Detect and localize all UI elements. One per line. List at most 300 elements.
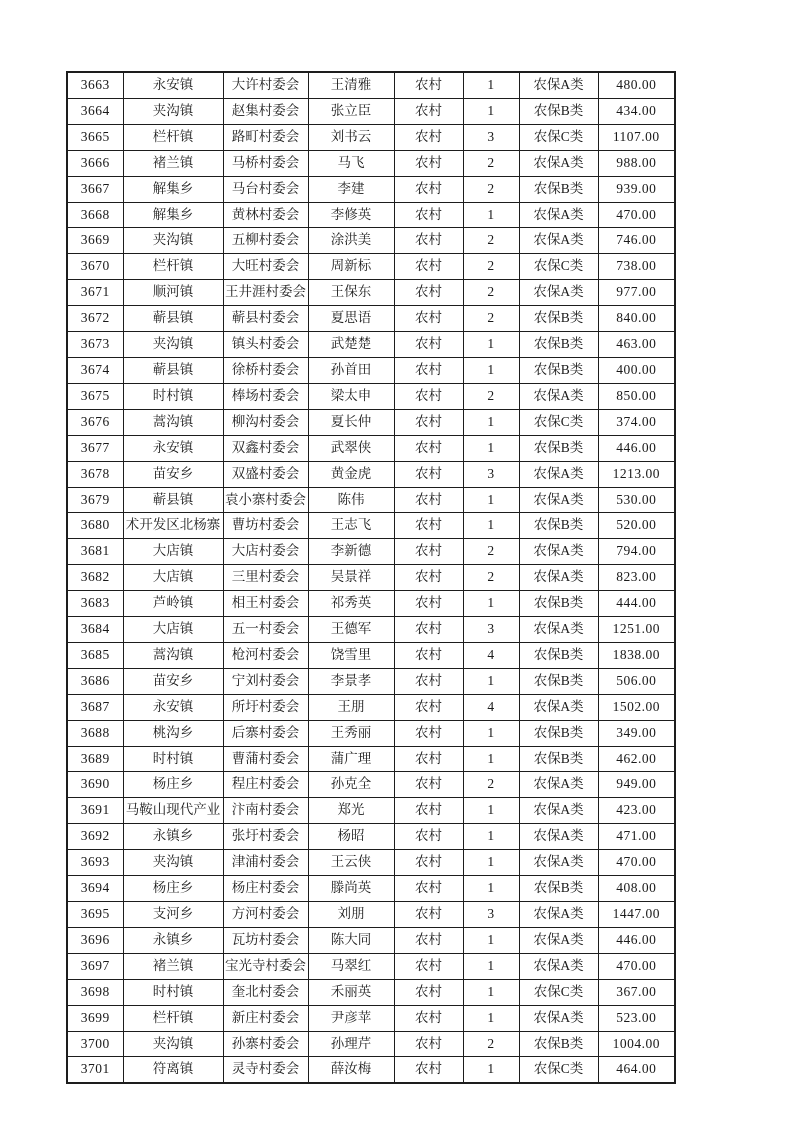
cell-insurance-category: 农保A类	[519, 487, 598, 513]
cell-village-committee: 镇头村委会	[223, 332, 308, 358]
cell-amount: 462.00	[598, 746, 675, 772]
cell-serial-number: 3693	[67, 850, 123, 876]
cell-person-name: 祁秀英	[308, 591, 394, 617]
cell-insurance-category: 农保B类	[519, 357, 598, 383]
cell-residence-type: 农村	[394, 902, 463, 928]
cell-serial-number: 3699	[67, 1005, 123, 1031]
cell-person-name: 梁太申	[308, 383, 394, 409]
cell-village-committee: 所圩村委会	[223, 694, 308, 720]
cell-amount: 1838.00	[598, 642, 675, 668]
cell-amount: 1251.00	[598, 617, 675, 643]
cell-town: 夹沟镇	[123, 1031, 223, 1057]
cell-insurance-category: 农保A类	[519, 927, 598, 953]
cell-insurance-category: 农保C类	[519, 124, 598, 150]
cell-serial-number: 3697	[67, 953, 123, 979]
cell-household-count: 1	[463, 876, 519, 902]
table-row	[67, 1031, 675, 1057]
cell-insurance-category: 农保A类	[519, 383, 598, 409]
cell-insurance-category: 农保A类	[519, 539, 598, 565]
cell-residence-type: 农村	[394, 228, 463, 254]
cell-amount: 423.00	[598, 798, 675, 824]
cell-amount: 446.00	[598, 435, 675, 461]
cell-village-committee: 张圩村委会	[223, 824, 308, 850]
cell-village-committee: 蕲县村委会	[223, 306, 308, 332]
cell-person-name: 李景孝	[308, 668, 394, 694]
cell-village-committee: 马桥村委会	[223, 150, 308, 176]
cell-town: 杨庄乡	[123, 772, 223, 798]
cell-town: 永安镇	[123, 435, 223, 461]
cell-insurance-category: 农保A类	[519, 902, 598, 928]
cell-household-count: 3	[463, 461, 519, 487]
cell-town: 夹沟镇	[123, 98, 223, 124]
cell-serial-number: 3680	[67, 513, 123, 539]
table-row	[67, 124, 675, 150]
cell-town: 时村镇	[123, 383, 223, 409]
cell-town: 夹沟镇	[123, 850, 223, 876]
cell-town: 大店镇	[123, 539, 223, 565]
cell-residence-type: 农村	[394, 306, 463, 332]
cell-amount: 988.00	[598, 150, 675, 176]
cell-residence-type: 农村	[394, 979, 463, 1005]
cell-amount: 840.00	[598, 306, 675, 332]
cell-residence-type: 农村	[394, 850, 463, 876]
cell-village-committee: 灵寺村委会	[223, 1057, 308, 1083]
table-row	[67, 1057, 675, 1083]
cell-amount: 471.00	[598, 824, 675, 850]
table-row	[67, 850, 675, 876]
cell-insurance-category: 农保B类	[519, 642, 598, 668]
cell-town: 芦岭镇	[123, 591, 223, 617]
cell-serial-number: 3684	[67, 617, 123, 643]
cell-village-committee: 瓦坊村委会	[223, 927, 308, 953]
cell-insurance-category: 农保B类	[519, 1031, 598, 1057]
cell-town: 顺河镇	[123, 280, 223, 306]
cell-amount: 1502.00	[598, 694, 675, 720]
cell-village-committee: 柳沟村委会	[223, 409, 308, 435]
cell-amount: 506.00	[598, 668, 675, 694]
cell-serial-number: 3664	[67, 98, 123, 124]
cell-serial-number: 3692	[67, 824, 123, 850]
cell-household-count: 1	[463, 668, 519, 694]
cell-person-name: 王秀丽	[308, 720, 394, 746]
cell-insurance-category: 农保A类	[519, 850, 598, 876]
cell-residence-type: 农村	[394, 487, 463, 513]
cell-serial-number: 3672	[67, 306, 123, 332]
cell-village-committee: 黄林村委会	[223, 202, 308, 228]
cell-residence-type: 农村	[394, 461, 463, 487]
cell-person-name: 禾丽英	[308, 979, 394, 1005]
cell-serial-number: 3673	[67, 332, 123, 358]
cell-insurance-category: 农保B类	[519, 746, 598, 772]
cell-person-name: 马飞	[308, 150, 394, 176]
cell-residence-type: 农村	[394, 1031, 463, 1057]
cell-insurance-category: 农保A类	[519, 72, 598, 98]
table-row	[67, 694, 675, 720]
cell-insurance-category: 农保B类	[519, 98, 598, 124]
cell-person-name: 王德军	[308, 617, 394, 643]
cell-person-name: 陈大同	[308, 927, 394, 953]
cell-serial-number: 3690	[67, 772, 123, 798]
cell-residence-type: 农村	[394, 72, 463, 98]
cell-household-count: 1	[463, 591, 519, 617]
cell-insurance-category: 农保C类	[519, 254, 598, 280]
cell-village-committee: 大许村委会	[223, 72, 308, 98]
cell-town: 栏杆镇	[123, 254, 223, 280]
cell-person-name: 吴景祥	[308, 565, 394, 591]
cell-person-name: 尹彦苹	[308, 1005, 394, 1031]
cell-amount: 470.00	[598, 850, 675, 876]
table-row	[67, 228, 675, 254]
cell-insurance-category: 农保B类	[519, 435, 598, 461]
table-row	[67, 539, 675, 565]
cell-serial-number: 3665	[67, 124, 123, 150]
cell-person-name: 郑光	[308, 798, 394, 824]
cell-person-name: 薛汝梅	[308, 1057, 394, 1083]
cell-residence-type: 农村	[394, 332, 463, 358]
cell-residence-type: 农村	[394, 798, 463, 824]
table-row	[67, 383, 675, 409]
cell-household-count: 4	[463, 642, 519, 668]
cell-village-committee: 曹蒲村委会	[223, 746, 308, 772]
cell-amount: 1447.00	[598, 902, 675, 928]
cell-town: 永镇乡	[123, 927, 223, 953]
cell-household-count: 1	[463, 1057, 519, 1083]
table-row	[67, 461, 675, 487]
cell-residence-type: 农村	[394, 953, 463, 979]
cell-serial-number: 3685	[67, 642, 123, 668]
cell-amount: 446.00	[598, 927, 675, 953]
cell-serial-number: 3695	[67, 902, 123, 928]
cell-person-name: 夏思语	[308, 306, 394, 332]
cell-household-count: 1	[463, 435, 519, 461]
cell-amount: 464.00	[598, 1057, 675, 1083]
cell-amount: 367.00	[598, 979, 675, 1005]
table-row	[67, 332, 675, 358]
cell-insurance-category: 农保B类	[519, 306, 598, 332]
cell-household-count: 1	[463, 824, 519, 850]
cell-serial-number: 3682	[67, 565, 123, 591]
cell-serial-number: 3694	[67, 876, 123, 902]
cell-person-name: 黄金虎	[308, 461, 394, 487]
cell-insurance-category: 农保A类	[519, 1005, 598, 1031]
cell-insurance-category: 农保B类	[519, 332, 598, 358]
table-row	[67, 176, 675, 202]
cell-household-count: 2	[463, 228, 519, 254]
cell-household-count: 1	[463, 746, 519, 772]
cell-town: 栏杆镇	[123, 124, 223, 150]
cell-serial-number: 3689	[67, 746, 123, 772]
cell-residence-type: 农村	[394, 150, 463, 176]
cell-person-name: 王保东	[308, 280, 394, 306]
cell-insurance-category: 农保A类	[519, 228, 598, 254]
cell-household-count: 2	[463, 176, 519, 202]
cell-household-count: 3	[463, 617, 519, 643]
cell-residence-type: 农村	[394, 720, 463, 746]
cell-amount: 374.00	[598, 409, 675, 435]
cell-village-committee: 徐桥村委会	[223, 357, 308, 383]
cell-residence-type: 农村	[394, 694, 463, 720]
cell-town: 蒿沟镇	[123, 409, 223, 435]
cell-residence-type: 农村	[394, 435, 463, 461]
cell-person-name: 王清雅	[308, 72, 394, 98]
cell-amount: 434.00	[598, 98, 675, 124]
cell-serial-number: 3663	[67, 72, 123, 98]
cell-town: 时村镇	[123, 746, 223, 772]
cell-person-name: 刘朋	[308, 902, 394, 928]
cell-town: 术开发区北杨寨	[123, 513, 223, 539]
cell-village-committee: 五一村委会	[223, 617, 308, 643]
cell-town: 大店镇	[123, 565, 223, 591]
table-row	[67, 357, 675, 383]
cell-amount: 520.00	[598, 513, 675, 539]
cell-household-count: 1	[463, 798, 519, 824]
cell-town: 苗安乡	[123, 668, 223, 694]
cell-person-name: 李建	[308, 176, 394, 202]
cell-village-committee: 后寨村委会	[223, 720, 308, 746]
cell-serial-number: 3698	[67, 979, 123, 1005]
cell-serial-number: 3700	[67, 1031, 123, 1057]
cell-serial-number: 3701	[67, 1057, 123, 1083]
cell-household-count: 2	[463, 306, 519, 332]
cell-insurance-category: 农保A类	[519, 772, 598, 798]
table-row	[67, 254, 675, 280]
cell-village-committee: 马台村委会	[223, 176, 308, 202]
cell-insurance-category: 农保B类	[519, 591, 598, 617]
table-row	[67, 824, 675, 850]
cell-town: 苗安乡	[123, 461, 223, 487]
table-row	[67, 409, 675, 435]
cell-person-name: 滕尚英	[308, 876, 394, 902]
cell-person-name: 张立臣	[308, 98, 394, 124]
cell-insurance-category: 农保A类	[519, 280, 598, 306]
cell-household-count: 2	[463, 150, 519, 176]
cell-insurance-category: 农保A类	[519, 694, 598, 720]
cell-household-count: 4	[463, 694, 519, 720]
cell-amount: 463.00	[598, 332, 675, 358]
cell-household-count: 2	[463, 280, 519, 306]
cell-serial-number: 3687	[67, 694, 123, 720]
cell-village-committee: 双鑫村委会	[223, 435, 308, 461]
cell-serial-number: 3678	[67, 461, 123, 487]
cell-town: 解集乡	[123, 176, 223, 202]
cell-town: 马鞍山现代产业	[123, 798, 223, 824]
cell-town: 夹沟镇	[123, 228, 223, 254]
table-row	[67, 202, 675, 228]
cell-town: 桃沟乡	[123, 720, 223, 746]
cell-insurance-category: 农保B类	[519, 668, 598, 694]
cell-residence-type: 农村	[394, 124, 463, 150]
cell-insurance-category: 农保B类	[519, 176, 598, 202]
cell-serial-number: 3674	[67, 357, 123, 383]
table-row	[67, 487, 675, 513]
cell-person-name: 李新德	[308, 539, 394, 565]
cell-residence-type: 农村	[394, 591, 463, 617]
cell-residence-type: 农村	[394, 617, 463, 643]
cell-village-committee: 方河村委会	[223, 902, 308, 928]
cell-residence-type: 农村	[394, 1005, 463, 1031]
cell-person-name: 杨昭	[308, 824, 394, 850]
cell-residence-type: 农村	[394, 1057, 463, 1083]
cell-household-count: 3	[463, 124, 519, 150]
cell-person-name: 孙理芹	[308, 1031, 394, 1057]
cell-serial-number: 3696	[67, 927, 123, 953]
cell-amount: 949.00	[598, 772, 675, 798]
cell-town: 褚兰镇	[123, 953, 223, 979]
cell-village-committee: 棒场村委会	[223, 383, 308, 409]
cell-amount: 444.00	[598, 591, 675, 617]
cell-town: 永镇乡	[123, 824, 223, 850]
cell-village-committee: 程庄村委会	[223, 772, 308, 798]
cell-town: 栏杆镇	[123, 1005, 223, 1031]
cell-household-count: 1	[463, 98, 519, 124]
cell-town: 蕲县镇	[123, 357, 223, 383]
cell-serial-number: 3691	[67, 798, 123, 824]
cell-village-committee: 宝光寺村委会	[223, 953, 308, 979]
table-row	[67, 746, 675, 772]
cell-village-committee: 枪河村委会	[223, 642, 308, 668]
cell-town: 永安镇	[123, 694, 223, 720]
cell-residence-type: 农村	[394, 357, 463, 383]
cell-amount: 1107.00	[598, 124, 675, 150]
cell-serial-number: 3677	[67, 435, 123, 461]
cell-amount: 939.00	[598, 176, 675, 202]
cell-village-committee: 汴南村委会	[223, 798, 308, 824]
cell-person-name: 王志飞	[308, 513, 394, 539]
table-row	[67, 876, 675, 902]
cell-residence-type: 农村	[394, 876, 463, 902]
cell-amount: 470.00	[598, 953, 675, 979]
cell-residence-type: 农村	[394, 409, 463, 435]
cell-serial-number: 3669	[67, 228, 123, 254]
cell-person-name: 孙克全	[308, 772, 394, 798]
cell-village-committee: 王井涯村委会	[223, 280, 308, 306]
cell-village-committee: 五柳村委会	[223, 228, 308, 254]
cell-serial-number: 3688	[67, 720, 123, 746]
cell-village-committee: 曹坊村委会	[223, 513, 308, 539]
cell-residence-type: 农村	[394, 176, 463, 202]
table-row	[67, 617, 675, 643]
cell-person-name: 马翠红	[308, 953, 394, 979]
cell-residence-type: 农村	[394, 383, 463, 409]
cell-household-count: 1	[463, 72, 519, 98]
cell-residence-type: 农村	[394, 772, 463, 798]
cell-village-committee: 奎北村委会	[223, 979, 308, 1005]
cell-insurance-category: 农保C类	[519, 979, 598, 1005]
cell-household-count: 2	[463, 1031, 519, 1057]
cell-serial-number: 3681	[67, 539, 123, 565]
cell-residence-type: 农村	[394, 280, 463, 306]
cell-household-count: 1	[463, 357, 519, 383]
cell-village-committee: 三里村委会	[223, 565, 308, 591]
cell-amount: 523.00	[598, 1005, 675, 1031]
cell-village-committee: 相王村委会	[223, 591, 308, 617]
cell-insurance-category: 农保B类	[519, 513, 598, 539]
cell-person-name: 王朋	[308, 694, 394, 720]
cell-village-committee: 津浦村委会	[223, 850, 308, 876]
cell-serial-number: 3686	[67, 668, 123, 694]
cell-village-committee: 双盛村委会	[223, 461, 308, 487]
cell-serial-number: 3670	[67, 254, 123, 280]
cell-town: 夹沟镇	[123, 332, 223, 358]
table-row	[67, 72, 675, 98]
cell-village-committee: 赵集村委会	[223, 98, 308, 124]
cell-village-committee: 宁刘村委会	[223, 668, 308, 694]
cell-amount: 349.00	[598, 720, 675, 746]
cell-household-count: 1	[463, 927, 519, 953]
table-row	[67, 927, 675, 953]
table-row	[67, 798, 675, 824]
cell-village-committee: 大店村委会	[223, 539, 308, 565]
cell-insurance-category: 农保B类	[519, 876, 598, 902]
cell-village-committee: 大旺村委会	[223, 254, 308, 280]
cell-insurance-category: 农保A类	[519, 461, 598, 487]
cell-residence-type: 农村	[394, 642, 463, 668]
cell-amount: 1213.00	[598, 461, 675, 487]
cell-residence-type: 农村	[394, 824, 463, 850]
cell-household-count: 1	[463, 332, 519, 358]
table-row	[67, 668, 675, 694]
cell-amount: 746.00	[598, 228, 675, 254]
cell-town: 蒿沟镇	[123, 642, 223, 668]
cell-household-count: 1	[463, 1005, 519, 1031]
cell-town: 蕲县镇	[123, 306, 223, 332]
table-row	[67, 1005, 675, 1031]
table-row	[67, 306, 675, 332]
cell-serial-number: 3675	[67, 383, 123, 409]
cell-person-name: 饶雪里	[308, 642, 394, 668]
cell-residence-type: 农村	[394, 98, 463, 124]
cell-residence-type: 农村	[394, 202, 463, 228]
cell-village-committee: 袁小寨村委会	[223, 487, 308, 513]
cell-insurance-category: 农保C类	[519, 1057, 598, 1083]
cell-household-count: 2	[463, 383, 519, 409]
cell-household-count: 2	[463, 539, 519, 565]
cell-serial-number: 3679	[67, 487, 123, 513]
table-row	[67, 979, 675, 1005]
cell-insurance-category: 农保A类	[519, 565, 598, 591]
cell-serial-number: 3667	[67, 176, 123, 202]
cell-person-name: 王云侠	[308, 850, 394, 876]
table-row	[67, 720, 675, 746]
cell-insurance-category: 农保A类	[519, 798, 598, 824]
cell-household-count: 1	[463, 202, 519, 228]
cell-serial-number: 3666	[67, 150, 123, 176]
cell-village-committee: 路町村委会	[223, 124, 308, 150]
cell-serial-number: 3668	[67, 202, 123, 228]
beneficiary-table	[66, 71, 676, 1084]
table-row	[67, 150, 675, 176]
cell-amount: 400.00	[598, 357, 675, 383]
cell-household-count: 3	[463, 902, 519, 928]
cell-amount: 1004.00	[598, 1031, 675, 1057]
cell-person-name: 武楚楚	[308, 332, 394, 358]
table-row	[67, 98, 675, 124]
cell-residence-type: 农村	[394, 746, 463, 772]
cell-residence-type: 农村	[394, 539, 463, 565]
cell-town: 大店镇	[123, 617, 223, 643]
cell-amount: 823.00	[598, 565, 675, 591]
cell-residence-type: 农村	[394, 668, 463, 694]
cell-person-name: 涂洪美	[308, 228, 394, 254]
table-row	[67, 953, 675, 979]
cell-town: 杨庄乡	[123, 876, 223, 902]
cell-insurance-category: 农保A类	[519, 617, 598, 643]
cell-amount: 794.00	[598, 539, 675, 565]
cell-household-count: 1	[463, 720, 519, 746]
cell-person-name: 陈伟	[308, 487, 394, 513]
table-row	[67, 642, 675, 668]
cell-insurance-category: 农保A类	[519, 824, 598, 850]
